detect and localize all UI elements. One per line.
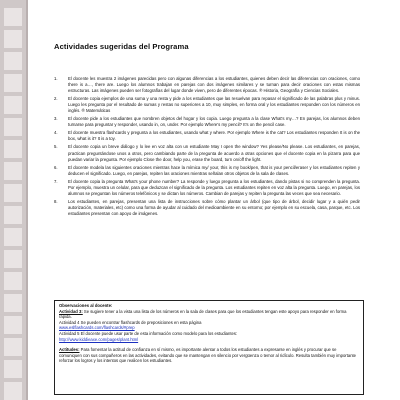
flashcards-link[interactable]: www.eslflashcards.com/flashcards/#prep bbox=[59, 325, 135, 331]
note-activity-3 bbox=[59, 309, 359, 320]
binder-spine bbox=[0, 0, 28, 400]
note-activity-5: Actividad 5 El docente puede usar parte de esta información como modelo para los estudiantes: bbox=[59, 330, 238, 336]
spine-hole bbox=[4, 30, 22, 48]
spine-hole bbox=[4, 382, 22, 400]
list-item bbox=[54, 144, 360, 162]
spine-hole bbox=[4, 52, 22, 70]
spine-hole bbox=[4, 184, 22, 202]
list-item bbox=[54, 76, 360, 94]
spine-hole bbox=[4, 338, 22, 356]
spine-hole bbox=[4, 118, 22, 136]
list-item bbox=[54, 96, 360, 114]
item-number: 6. bbox=[54, 164, 58, 170]
activity-list bbox=[54, 76, 360, 217]
page-title: Actividades sugeridas del Programa bbox=[54, 42, 189, 51]
item-text: El docente copia la pregunta What's your phone number? La responde y luego pregunta a los estudiantes, dando pistas si no comprenden la pregunta. Por ejemplo, muestra un celular, para que deduzcan el significado de la pregunta. Los estudiantes repiten en voz alta la pregunta. Luego, en parejas, los alumnos se preguntan los números telefónicos y se dictan los números. Cambian de parejas y repiten la pregunta las veces que sea necesario. bbox=[68, 178, 360, 196]
item-number: 1. bbox=[54, 76, 58, 81]
teacher-notes-box bbox=[54, 300, 364, 395]
list-item bbox=[54, 116, 360, 128]
item-number: 5. bbox=[54, 144, 58, 150]
spine-hole bbox=[4, 96, 22, 114]
item-number: 2. bbox=[54, 96, 58, 102]
item-text: Los estudiantes, en parejas, presentan una lista de instrucciones sobre cómo plantar un árbol (que tipo de árbol, decidir lugar y a quién pedir autorización, materiales, etc) como una forma de ayudar al cuidado del medioambiente en su entorno; por ejemplo en su escuela, casa, parque, etc. Los estudiantes presentan con apoyo de imágenes. bbox=[68, 198, 360, 216]
spine-hole bbox=[4, 360, 22, 378]
spine-hole bbox=[4, 162, 22, 180]
note-activity-4: Actividad 4 Se pueden encontrar flashcards de preposiciones en esta página bbox=[59, 319, 202, 325]
list-item bbox=[54, 179, 360, 197]
item-number: 7. bbox=[54, 178, 58, 184]
note-attitudes bbox=[59, 347, 359, 364]
spine-hole bbox=[4, 8, 22, 26]
list-item bbox=[54, 165, 360, 177]
spine-divider bbox=[26, 0, 28, 400]
note-label: Actividad 3: bbox=[59, 308, 83, 314]
item-text: El docente copia un breve diálogo y lo lee en voz alta con un estudiante May I open the window? Yes please/No please. Los estudiantes, en parejas, practican preguntándose unos a otros, pero cambiando parte de la pregunta de acuerdo a otras opciones que el docente copia en la pizarra para que puedan variar la pregunta. Por ejemplo Close the door, help you, erase the board, turn on/off the light. bbox=[68, 144, 360, 162]
notes-title: Observaciones al docente: bbox=[59, 303, 113, 308]
item-text: El docente copia ejemplos de una suma y una resta y pide a los estudiantes que las resuelvan para repasar el significado de las palabras plus y minus. Luego les pregunta por el resultado de sumas y restas no superiores a 10, muy simples, en forma oral y los estudiantes responden con los números en inglés. ® Matemáticas bbox=[68, 96, 360, 114]
item-text: El docente muestra flashcards y pregunta a los estudiantes, usando what y where. Por ejemplo Where is the cat? Los estudiantes responden It is on the box, what is it? It is a toy. bbox=[68, 130, 360, 142]
item-number: 4. bbox=[54, 130, 58, 136]
list-item bbox=[54, 199, 360, 217]
spine-hole bbox=[4, 228, 22, 246]
list-item bbox=[54, 130, 360, 142]
item-text: El docente modela las siguientes oraciones mientras hace la mímica my/ your, this is my book/pen, that is your pencil/eraser y los estudiantes repiten y deducen el significado. Luego, en parejas, repiten las oraciones mientras señalan otros objetos de la sala de clases. bbox=[68, 164, 360, 176]
item-number: 3. bbox=[54, 116, 58, 122]
item-text: El docente les muestra 2 imágenes parecidas pero con algunas diferencias a los estudiantes, quienes deben decir las diferencias con oraciones, como there is a…, there are. Luego los alumnos trabajan en parejas con dos imágenes similares y se turnan para decir oraciones con estas mismas estructuras. Las imágenes pueden ser fotografías del lugar donde viven, pero de diferentes épocas. ® Historia, Geografía y Ciencias Sociales. bbox=[68, 76, 360, 94]
spine-hole bbox=[4, 316, 22, 334]
document-page bbox=[54, 42, 360, 219]
spine-hole bbox=[4, 272, 22, 290]
spine-hole bbox=[4, 74, 22, 92]
plant-link[interactable]: http://www.kiddieaxe.com/pages/plant.html bbox=[59, 336, 139, 342]
spine-hole bbox=[4, 294, 22, 312]
item-number: 8. bbox=[54, 198, 58, 204]
note-label: Actitudes: bbox=[59, 347, 80, 353]
note-text: Para fomentar la actitud de confianza en sí mismo, es importante alentar a todos los estudiantes a expresarse en inglés y procurar que se comuniquen con sus compañeros en las actividades, evitando que se mantengan en silencio por vergüenza o temor al ridículo. Resulta también muy importante reforzar los logros y los intentos que realicen los estudiantes. bbox=[59, 347, 357, 364]
spine-hole bbox=[4, 206, 22, 224]
note-text: Se sugiere tener a la vista una lista de los números en la sala de clases para que los estudiantes tengan este apoyo para responder en forma rápida. bbox=[59, 308, 347, 320]
spine-hole bbox=[4, 250, 22, 268]
spine-hole bbox=[4, 140, 22, 158]
item-text: El docente pide a los estudiantes que nombren objetos del hogar y los copia. Luego pregunta a la clase What's my…? En parejas, los alumnos deben turnarse para preguntar y responder, usando in, on, under. Por ejemplo Where's my pencil? It's on the pencil case. bbox=[68, 116, 360, 128]
